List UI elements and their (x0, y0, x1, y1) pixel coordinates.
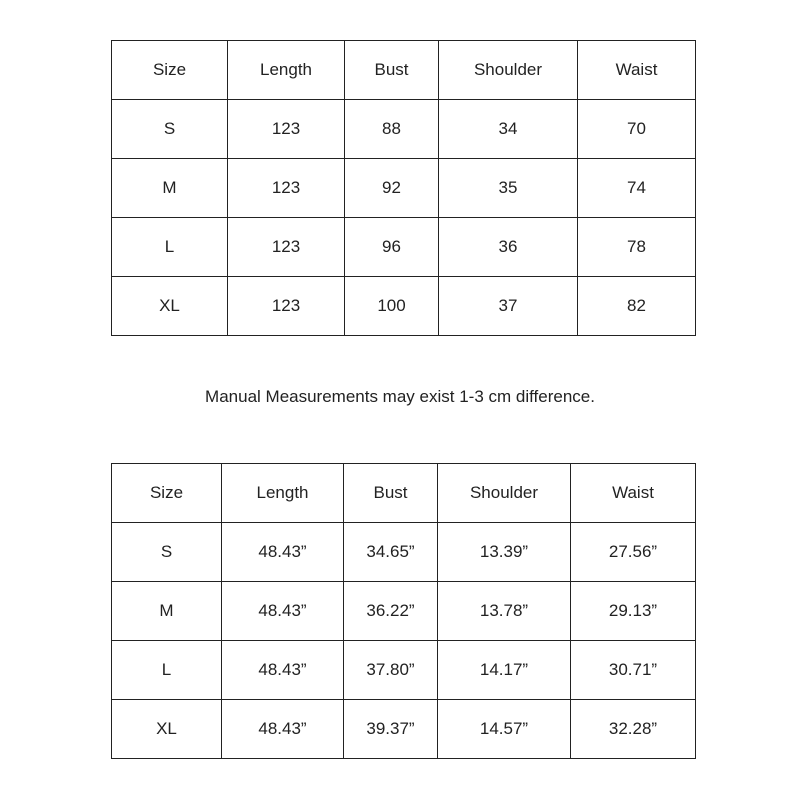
table-cell: M (112, 159, 228, 218)
table-cell: 123 (228, 100, 345, 159)
header-cell-shoulder: Shoulder (439, 41, 578, 100)
table-row (112, 641, 696, 700)
header-cell-waist: Waist (571, 464, 696, 523)
table-row (112, 523, 696, 582)
header-cell-size: Size (112, 41, 228, 100)
table-cell: 74 (578, 159, 696, 218)
measurement-note: Manual Measurements may exist 1-3 cm difference. (205, 387, 595, 406)
table-cell: 13.78” (438, 582, 571, 641)
table-row (112, 277, 696, 336)
table-row (112, 582, 696, 641)
table-cell: 27.56” (571, 523, 696, 582)
table-cell: L (112, 641, 222, 700)
table-row (112, 159, 696, 218)
table-cell: 70 (578, 100, 696, 159)
header-cell-size: Size (112, 464, 222, 523)
table-cell: 34.65” (344, 523, 438, 582)
table-cell: 123 (228, 218, 345, 277)
table-cell: 14.17” (438, 641, 571, 700)
table-cell: M (112, 582, 222, 641)
table-cell: 34 (439, 100, 578, 159)
table-cell: 37.80” (344, 641, 438, 700)
table-row (112, 100, 696, 159)
table-cell: 88 (345, 100, 439, 159)
table-cell: 36 (439, 218, 578, 277)
table-row (112, 218, 696, 277)
table-cell: 96 (345, 218, 439, 277)
table-cell: 82 (578, 277, 696, 336)
table-cell: 35 (439, 159, 578, 218)
table-cell: 92 (345, 159, 439, 218)
table-cell: S (112, 523, 222, 582)
table-cell: 48.43” (222, 700, 344, 759)
table-cell: 48.43” (222, 582, 344, 641)
table-cell: 123 (228, 159, 345, 218)
table-cell: 30.71” (571, 641, 696, 700)
table-cell: 37 (439, 277, 578, 336)
header-cell-length: Length (228, 41, 345, 100)
size-chart-inch-table (111, 463, 696, 759)
table-header-row (112, 41, 696, 100)
table-cell: 32.28” (571, 700, 696, 759)
table-cell: XL (112, 277, 228, 336)
header-cell-bust: Bust (344, 464, 438, 523)
table-cell: 36.22” (344, 582, 438, 641)
table-cell: L (112, 218, 228, 277)
table-cell: 48.43” (222, 523, 344, 582)
table-row (112, 700, 696, 759)
table-cell: 29.13” (571, 582, 696, 641)
table-header-row (112, 464, 696, 523)
header-cell-length: Length (222, 464, 344, 523)
table-cell: XL (112, 700, 222, 759)
header-cell-shoulder: Shoulder (438, 464, 571, 523)
table-cell: 39.37” (344, 700, 438, 759)
table-cell: 78 (578, 218, 696, 277)
header-cell-bust: Bust (345, 41, 439, 100)
table-cell: 48.43” (222, 641, 344, 700)
table-cell: S (112, 100, 228, 159)
table-cell: 14.57” (438, 700, 571, 759)
header-cell-waist: Waist (578, 41, 696, 100)
size-chart-cm-table (111, 40, 696, 336)
table-cell: 13.39” (438, 523, 571, 582)
table-cell: 123 (228, 277, 345, 336)
table-cell: 100 (345, 277, 439, 336)
